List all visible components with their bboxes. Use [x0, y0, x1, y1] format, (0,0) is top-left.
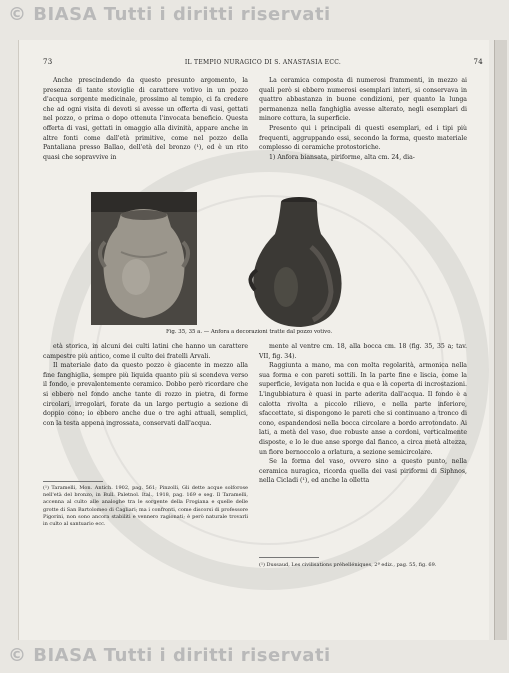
watermark-top: © BIASA Tutti i diritti riservati [8, 4, 331, 25]
amphora-photo-side [241, 192, 351, 332]
paragraph: Presento qui i principali di questi esemplari, ed i tipi più frequenti, aggruppando essi, secondo la forma, questo materiale complesso di ceramiche protostoriche. [259, 124, 467, 152]
page-header [43, 58, 483, 70]
right-column-bottom [259, 342, 467, 486]
amphora-photo-front [91, 192, 197, 325]
paragraph: Il materiale dato da questo pozzo è giacente in mezzo alla fine fanghiglia, sempre più liquida quanto più si scendeva verso il fondo, e prevalentemente ceramico. Dobbo però ricordare che si ebbero nel fondo anche tante di rozzo in pietra, di forme circolari, irregolari, forate da un largo pertugio a sezione di doppio cono; io ebbero anche due o tre aghi attuali, semplici, con la testa appena ingrossata, conservati dall'acqua. [43, 362, 248, 427]
paragraph: mente al ventre cm. 18, alla bocca cm. 18 (fig. 35, 35 a; tav. VII, fig. 34). [259, 343, 467, 360]
paragraph: Se la forma del vaso, ovvero sino a questo punto, nella ceramica nuragica, ricorda quella dei vasi piriformi di Siphnos, nella Cicladi (¹), ed anche la olletta [259, 458, 467, 485]
left-column-top [43, 76, 248, 162]
paragraph: Raggiunta a mano, ma con molta regolarità, armonica nella sua forma e con pareti sottili. In la parte fine e liscia, come la superficie, levigata non lucida e qua e là coperta di incrostazioni. L'ingubbiatura è quasi in parte aderita dall'acqua. Il fondo è a calotta rivolta a piccolo rilievo, e nella parte inferiore, sfaccettate, si dispongono le pareti che si continuano a tronco di cono, espandendosi nella bocca circolare a bordo arrotondato. Ai lati, a metà del vaso, due robuste anse a cordoni, verticalmente disposte, e lo le due anse sporge dal fianco, a circa metà altezza, un fiore bernoccolo a orlatura, a sezione semicircolare. [259, 362, 467, 456]
footnote-right: (¹) Dussaud, Les civilisations préhelléniques, 2ª ediz., pag. 55, fig. 69. [259, 562, 437, 568]
footnote-rule-right [259, 557, 319, 558]
page-edge [494, 40, 507, 640]
left-column-bottom [43, 342, 248, 428]
figure-caption: Fig. 35, 35 a. — Anfora a decorazioni tratte dal pozzo votivo. [165, 329, 333, 335]
watermark-bottom: © BIASA Tutti i diritti riservati [8, 645, 331, 666]
footnote-left: (¹) Taramelli, Mon. Antich. 1902, pag. 561; Pinzolli, Gli dette acque solforose nell'età del bronzo, in Bull. Paletnol. Ital., 1918, pag. 169 e seg. Il Taramelli, accenna al culto alle analoghe tra le sorgente della Frogiana e quelle delle grotte di San Bartolomeo di Cagliari; ma i confronti, come discorsi di professore Pigorini, non sono ancora stabiliti e vennero ragionati; è però naturale trovarli in culto al santuario ecc. [43, 485, 248, 528]
paragraph: 1) Anfora biansata, piriforme, alta cm. 24, dia- [269, 153, 415, 161]
page-number-right: 74 [473, 58, 483, 66]
document-page [18, 40, 489, 640]
paragraph: età storica, in alcuni dei culti latini che hanno un carattere campestre più antico, come il culto dei fratelli Arvali. [43, 343, 248, 360]
paragraph: La ceramica composta di numerosi frammenti, in mezzo ai quali però si ebbero numerosi esemplari interi, si conservava in quattro abbastanza in buone condizioni, per quanto la lunga permanenza nella fanghiglia avesse alterato, negli esemplari di minore cottura, la superficie. [259, 77, 467, 123]
footnote-rule-left [43, 481, 103, 482]
paragraph: Anche prescindendo da questo presunto argomento, la presenza di tante stoviglie di carattere votivo in un pozzo d'acqua sorgente medicinale, prossimo al tempio, ci fa credere che ad ogni visita di devoti si avesse un offerta di vasi, gettati nel pozzo, o prima o dopo ottenuta l'invocata beneficio. Questa offerta di vasi, gettati in omaggio alla divinità, appare anche in altre fonti come dall'età primitive, come nel pozzo della Pantaliana presso Ballao, dell'età del bronzo (¹), ed è un rito quasi che sopravvive in [43, 77, 248, 161]
page-number-left: 73 [43, 58, 53, 66]
right-column-top [259, 76, 467, 162]
running-title: IL TEMPIO NURAGICO DI S. ANASTASIA ECC. [184, 59, 342, 66]
